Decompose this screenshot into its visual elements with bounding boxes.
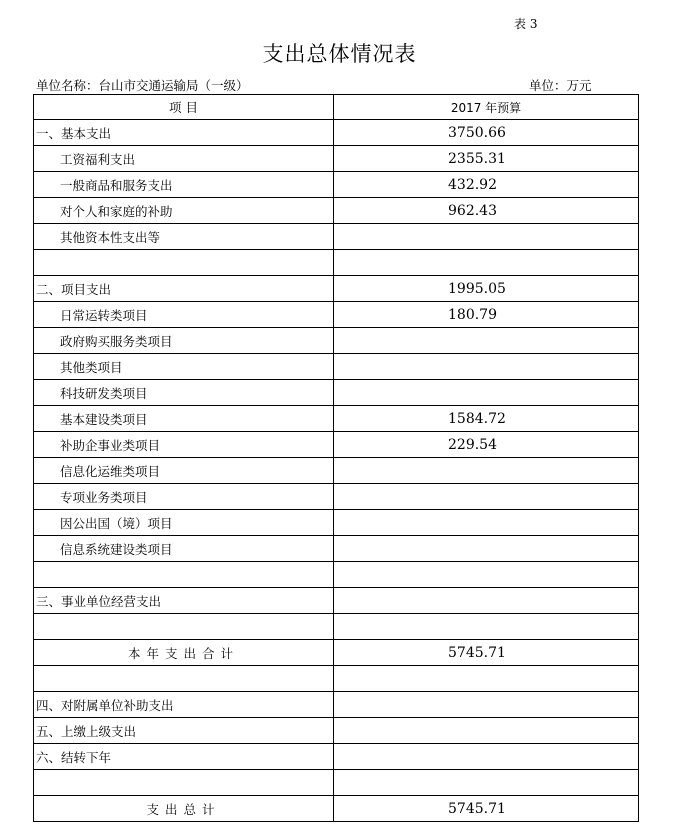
table-row — [34, 458, 639, 484]
row-label: 四、对附属单位补助支出 — [34, 692, 334, 718]
table-row — [34, 692, 639, 718]
table-row — [34, 744, 639, 770]
page-title: 支出总体情况表 — [262, 42, 417, 66]
table-row — [34, 380, 639, 406]
row-label: 政府购买服务类项目 — [34, 328, 334, 354]
row-label: 科技研发类项目 — [34, 380, 334, 406]
table-row — [34, 354, 639, 380]
row-value: 3750.66 — [334, 120, 639, 146]
row-value — [334, 770, 639, 796]
table-header-row — [34, 95, 639, 120]
table-row — [34, 146, 639, 172]
table-row — [34, 770, 639, 796]
row-label: 工资福利支出 — [34, 146, 334, 172]
row-value — [334, 224, 639, 250]
table-row — [34, 302, 639, 328]
table-row — [34, 276, 639, 302]
header-item: 项 目 — [34, 95, 334, 120]
row-label: 因公出国（境）项目 — [34, 510, 334, 536]
annual-total-label: 本年支出合计 — [34, 640, 334, 666]
row-value — [334, 718, 639, 744]
expenditure-table — [33, 94, 639, 822]
row-label: 六、结转下年 — [34, 744, 334, 770]
row-label: 专项业务类项目 — [34, 484, 334, 510]
row-value: 180.79 — [334, 302, 639, 328]
row-value — [334, 250, 639, 276]
row-label: 基本建设类项目 — [34, 406, 334, 432]
table-row — [34, 536, 639, 562]
row-label: 五、上缴上级支出 — [34, 718, 334, 744]
row-value: 962.43 — [334, 198, 639, 224]
table-row — [34, 406, 639, 432]
row-label: 一般商品和服务支出 — [34, 172, 334, 198]
row-value — [334, 354, 639, 380]
row-label: 对个人和家庭的补助 — [34, 198, 334, 224]
row-value: 1584.72 — [334, 406, 639, 432]
row-label: 补助企事业类项目 — [34, 432, 334, 458]
row-value — [334, 614, 639, 640]
row-value — [334, 380, 639, 406]
table-number: 表 3 — [514, 17, 538, 31]
row-value — [334, 562, 639, 588]
grand-total-value: 5745.71 — [334, 796, 639, 822]
row-label: 其他资本性支出等 — [34, 224, 334, 250]
row-label — [34, 666, 334, 692]
table-row — [34, 614, 639, 640]
table-row — [34, 250, 639, 276]
row-label — [34, 250, 334, 276]
total-row — [34, 640, 639, 666]
table-row — [34, 328, 639, 354]
header-budget: 2017 年预算 — [334, 95, 639, 120]
row-value — [334, 536, 639, 562]
table-row — [34, 510, 639, 536]
annual-total-value: 5745.71 — [334, 640, 639, 666]
currency-unit-label: 单位：万元 — [529, 78, 592, 93]
row-label — [34, 614, 334, 640]
row-label: 三、事业单位经营支出 — [34, 588, 334, 614]
row-label: 一、基本支出 — [34, 120, 334, 146]
row-value: 2355.31 — [334, 146, 639, 172]
row-value — [334, 328, 639, 354]
row-label: 其他类项目 — [34, 354, 334, 380]
row-label: 信息系统建设类项目 — [34, 536, 334, 562]
row-value — [334, 458, 639, 484]
grand-total-label: 支出总计 — [34, 796, 334, 822]
row-value — [334, 588, 639, 614]
row-value: 432.92 — [334, 172, 639, 198]
grand-total-row — [34, 796, 639, 822]
row-label: 日常运转类项目 — [34, 302, 334, 328]
row-value — [334, 510, 639, 536]
table-row — [34, 562, 639, 588]
table-row — [34, 588, 639, 614]
table-row — [34, 198, 639, 224]
row-label: 信息化运维类项目 — [34, 458, 334, 484]
table-row — [34, 172, 639, 198]
row-label — [34, 770, 334, 796]
row-value: 1995.05 — [334, 276, 639, 302]
table-row — [34, 120, 639, 146]
table-row — [34, 224, 639, 250]
row-label — [34, 562, 334, 588]
table-row — [34, 718, 639, 744]
row-label: 二、项目支出 — [34, 276, 334, 302]
row-value — [334, 692, 639, 718]
row-value — [334, 744, 639, 770]
table-row — [34, 666, 639, 692]
unit-name-label: 单位名称：台山市交通运输局（一级） — [36, 78, 249, 93]
table-row — [34, 432, 639, 458]
row-value — [334, 484, 639, 510]
row-value: 229.54 — [334, 432, 639, 458]
row-value — [334, 666, 639, 692]
table-row — [34, 484, 639, 510]
